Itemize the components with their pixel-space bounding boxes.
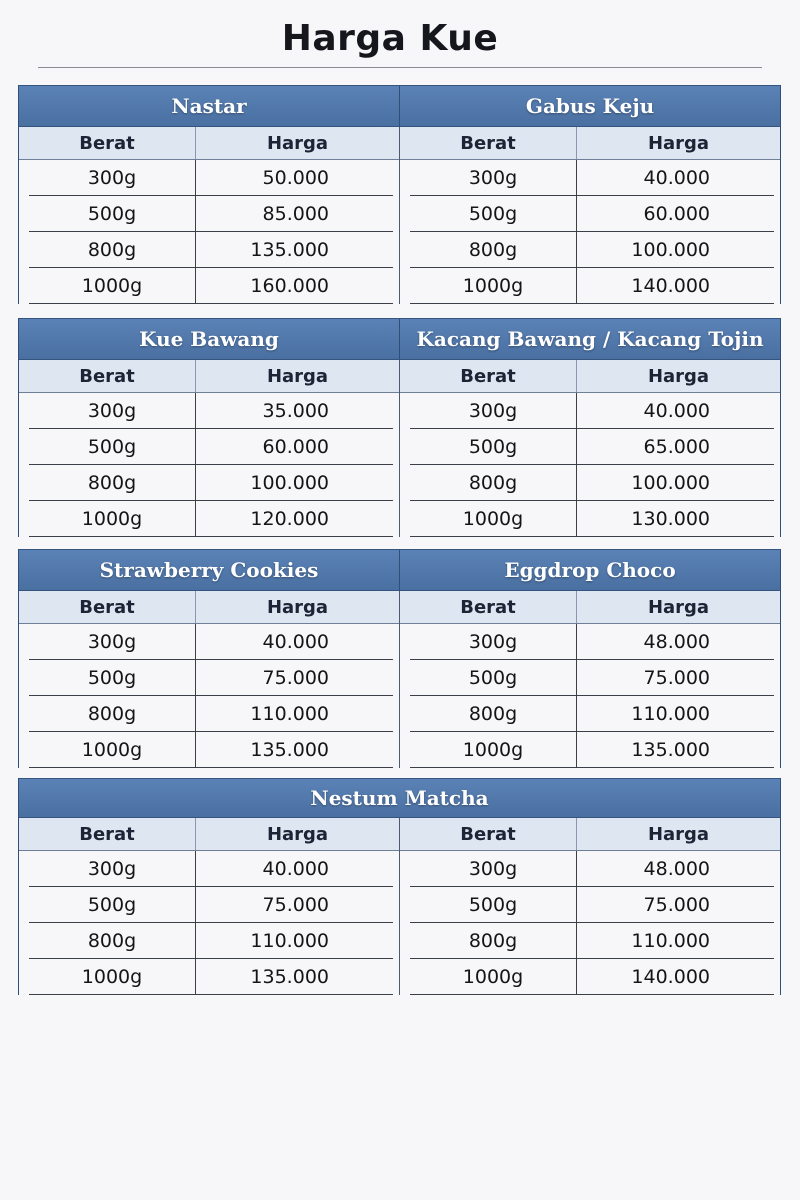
price-table-nestum-matcha-right	[400, 818, 780, 995]
table-row	[29, 501, 393, 537]
table-row	[410, 232, 774, 268]
table-row	[29, 923, 393, 959]
price-cell: 75.000	[262, 666, 329, 689]
column-header-row	[19, 360, 399, 393]
price-column-header: Harga	[647, 132, 710, 154]
table-row	[410, 923, 774, 959]
price-cell: 130.000	[631, 507, 710, 530]
weight-cell: 800g	[410, 232, 577, 267]
column-header-row	[400, 818, 780, 851]
weight-cell: 1000g	[410, 268, 577, 303]
table-row	[410, 160, 774, 196]
table-row	[29, 429, 393, 465]
column-header-row	[19, 591, 399, 624]
weight-column-header: Berat	[19, 360, 196, 392]
price-column-header: Harga	[647, 365, 710, 387]
weight-cell: 300g	[29, 851, 196, 886]
weight-column-header: Berat	[19, 127, 196, 159]
price-cell: 110.000	[631, 929, 710, 952]
weight-cell: 1000g	[410, 732, 577, 767]
weight-cell: 800g	[29, 232, 196, 267]
price-cell: 40.000	[262, 857, 329, 880]
product-title-kue-bawang: Kue Bawang	[19, 318, 400, 360]
table-row	[29, 393, 393, 429]
column-header-row	[400, 127, 780, 160]
weight-cell: 1000g	[410, 501, 577, 536]
table-row	[410, 268, 774, 304]
product-title-nastar: Nastar	[19, 85, 400, 127]
price-cell: 135.000	[631, 738, 710, 761]
price-cell: 35.000	[262, 399, 329, 422]
table-row	[29, 268, 393, 304]
weight-column-header: Berat	[19, 818, 196, 850]
weight-cell: 300g	[29, 624, 196, 659]
table-row	[29, 887, 393, 923]
weight-cell: 500g	[410, 196, 577, 231]
table-row	[410, 696, 774, 732]
price-cell: 140.000	[631, 274, 710, 297]
price-table-strawberry-cookies	[19, 591, 400, 768]
weight-cell: 800g	[410, 923, 577, 958]
table-row	[410, 624, 774, 660]
price-cell: 40.000	[262, 630, 329, 653]
weight-cell: 1000g	[29, 732, 196, 767]
weight-cell: 500g	[410, 429, 577, 464]
weight-column-header: Berat	[400, 127, 577, 159]
price-table-nastar	[19, 127, 400, 304]
price-cell: 135.000	[250, 965, 329, 988]
weight-column-header: Berat	[400, 818, 577, 850]
weight-cell: 300g	[410, 624, 577, 659]
weight-cell: 800g	[410, 465, 577, 500]
table-row	[29, 465, 393, 501]
product-title-gabus-keju: Gabus Keju	[400, 85, 780, 127]
column-header-row	[19, 127, 399, 160]
price-table-nestum-matcha-left	[19, 818, 400, 995]
price-cell: 110.000	[250, 702, 329, 725]
weight-cell: 500g	[29, 196, 196, 231]
product-title-nestum-matcha: Nestum Matcha	[19, 778, 780, 818]
table-row	[410, 429, 774, 465]
price-table-kue-bawang	[19, 360, 400, 537]
table-row	[410, 660, 774, 696]
column-header-row	[19, 818, 399, 851]
table-row	[29, 624, 393, 660]
page-title: Harga Kue	[281, 18, 499, 59]
price-cell: 60.000	[262, 435, 329, 458]
price-section-3	[18, 549, 781, 768]
price-cell: 48.000	[643, 857, 710, 880]
table-row	[410, 732, 774, 768]
section-header	[19, 778, 780, 818]
price-cell: 85.000	[262, 202, 329, 225]
weight-cell: 300g	[410, 851, 577, 886]
price-column-header: Harga	[266, 596, 329, 618]
price-cell: 110.000	[631, 702, 710, 725]
weight-cell: 800g	[29, 465, 196, 500]
weight-cell: 1000g	[29, 959, 196, 994]
weight-column-header: Berat	[19, 591, 196, 623]
weight-cell: 300g	[410, 160, 577, 195]
price-cell: 40.000	[643, 166, 710, 189]
table-row	[29, 732, 393, 768]
price-cell: 65.000	[643, 435, 710, 458]
price-column-header: Harga	[647, 823, 710, 845]
price-table-gabus-keju	[400, 127, 780, 304]
price-cell: 120.000	[250, 507, 329, 530]
weight-cell: 1000g	[410, 959, 577, 994]
weight-cell: 300g	[29, 393, 196, 428]
weight-cell: 500g	[29, 660, 196, 695]
table-row	[410, 196, 774, 232]
price-cell: 75.000	[643, 893, 710, 916]
section-header	[19, 85, 780, 127]
table-row	[29, 196, 393, 232]
price-table-kacang-bawang	[400, 360, 780, 537]
weight-cell: 500g	[29, 429, 196, 464]
price-cell: 160.000	[250, 274, 329, 297]
price-section-4	[18, 778, 781, 995]
table-row	[29, 232, 393, 268]
weight-cell: 500g	[410, 660, 577, 695]
weight-column-header: Berat	[400, 360, 577, 392]
weight-cell: 800g	[410, 696, 577, 731]
price-tables	[18, 85, 781, 995]
price-column-header: Harga	[266, 132, 329, 154]
table-row	[29, 851, 393, 887]
price-cell: 100.000	[631, 471, 710, 494]
table-row	[410, 501, 774, 537]
weight-cell: 300g	[29, 160, 196, 195]
price-table-eggdrop-choco	[400, 591, 780, 768]
price-column-header: Harga	[647, 596, 710, 618]
section-header	[19, 318, 780, 360]
product-title-kacang-bawang: Kacang Bawang / Kacang Tojin	[400, 318, 780, 360]
price-section-2	[18, 318, 781, 537]
price-cell: 75.000	[262, 893, 329, 916]
price-cell: 48.000	[643, 630, 710, 653]
table-row	[29, 160, 393, 196]
price-cell: 140.000	[631, 965, 710, 988]
price-cell: 135.000	[250, 238, 329, 261]
weight-column-header: Berat	[400, 591, 577, 623]
table-row	[410, 959, 774, 995]
weight-cell: 800g	[29, 696, 196, 731]
price-cell: 100.000	[250, 471, 329, 494]
table-row	[29, 959, 393, 995]
price-cell: 50.000	[262, 166, 329, 189]
section-header	[19, 549, 780, 591]
weight-cell: 1000g	[29, 268, 196, 303]
table-row	[410, 393, 774, 429]
section-grid	[19, 127, 780, 304]
price-cell: 110.000	[250, 929, 329, 952]
product-title-strawberry-cookies: Strawberry Cookies	[19, 549, 400, 591]
column-header-row	[400, 591, 780, 624]
price-column-header: Harga	[266, 365, 329, 387]
table-row	[410, 851, 774, 887]
table-row	[29, 696, 393, 732]
price-cell: 75.000	[643, 666, 710, 689]
title-divider	[38, 67, 762, 68]
weight-cell: 300g	[410, 393, 577, 428]
price-column-header: Harga	[266, 823, 329, 845]
weight-cell: 1000g	[29, 501, 196, 536]
section-grid	[19, 818, 780, 995]
table-row	[410, 465, 774, 501]
column-header-row	[400, 360, 780, 393]
weight-cell: 500g	[410, 887, 577, 922]
table-row	[410, 887, 774, 923]
section-grid	[19, 360, 780, 537]
price-section-1	[18, 85, 781, 304]
price-cell: 100.000	[631, 238, 710, 261]
product-title-eggdrop-choco: Eggdrop Choco	[400, 549, 780, 591]
price-cell: 40.000	[643, 399, 710, 422]
weight-cell: 800g	[29, 923, 196, 958]
price-cell: 135.000	[250, 738, 329, 761]
table-row	[29, 660, 393, 696]
weight-cell: 500g	[29, 887, 196, 922]
section-grid	[19, 591, 780, 768]
price-cell: 60.000	[643, 202, 710, 225]
